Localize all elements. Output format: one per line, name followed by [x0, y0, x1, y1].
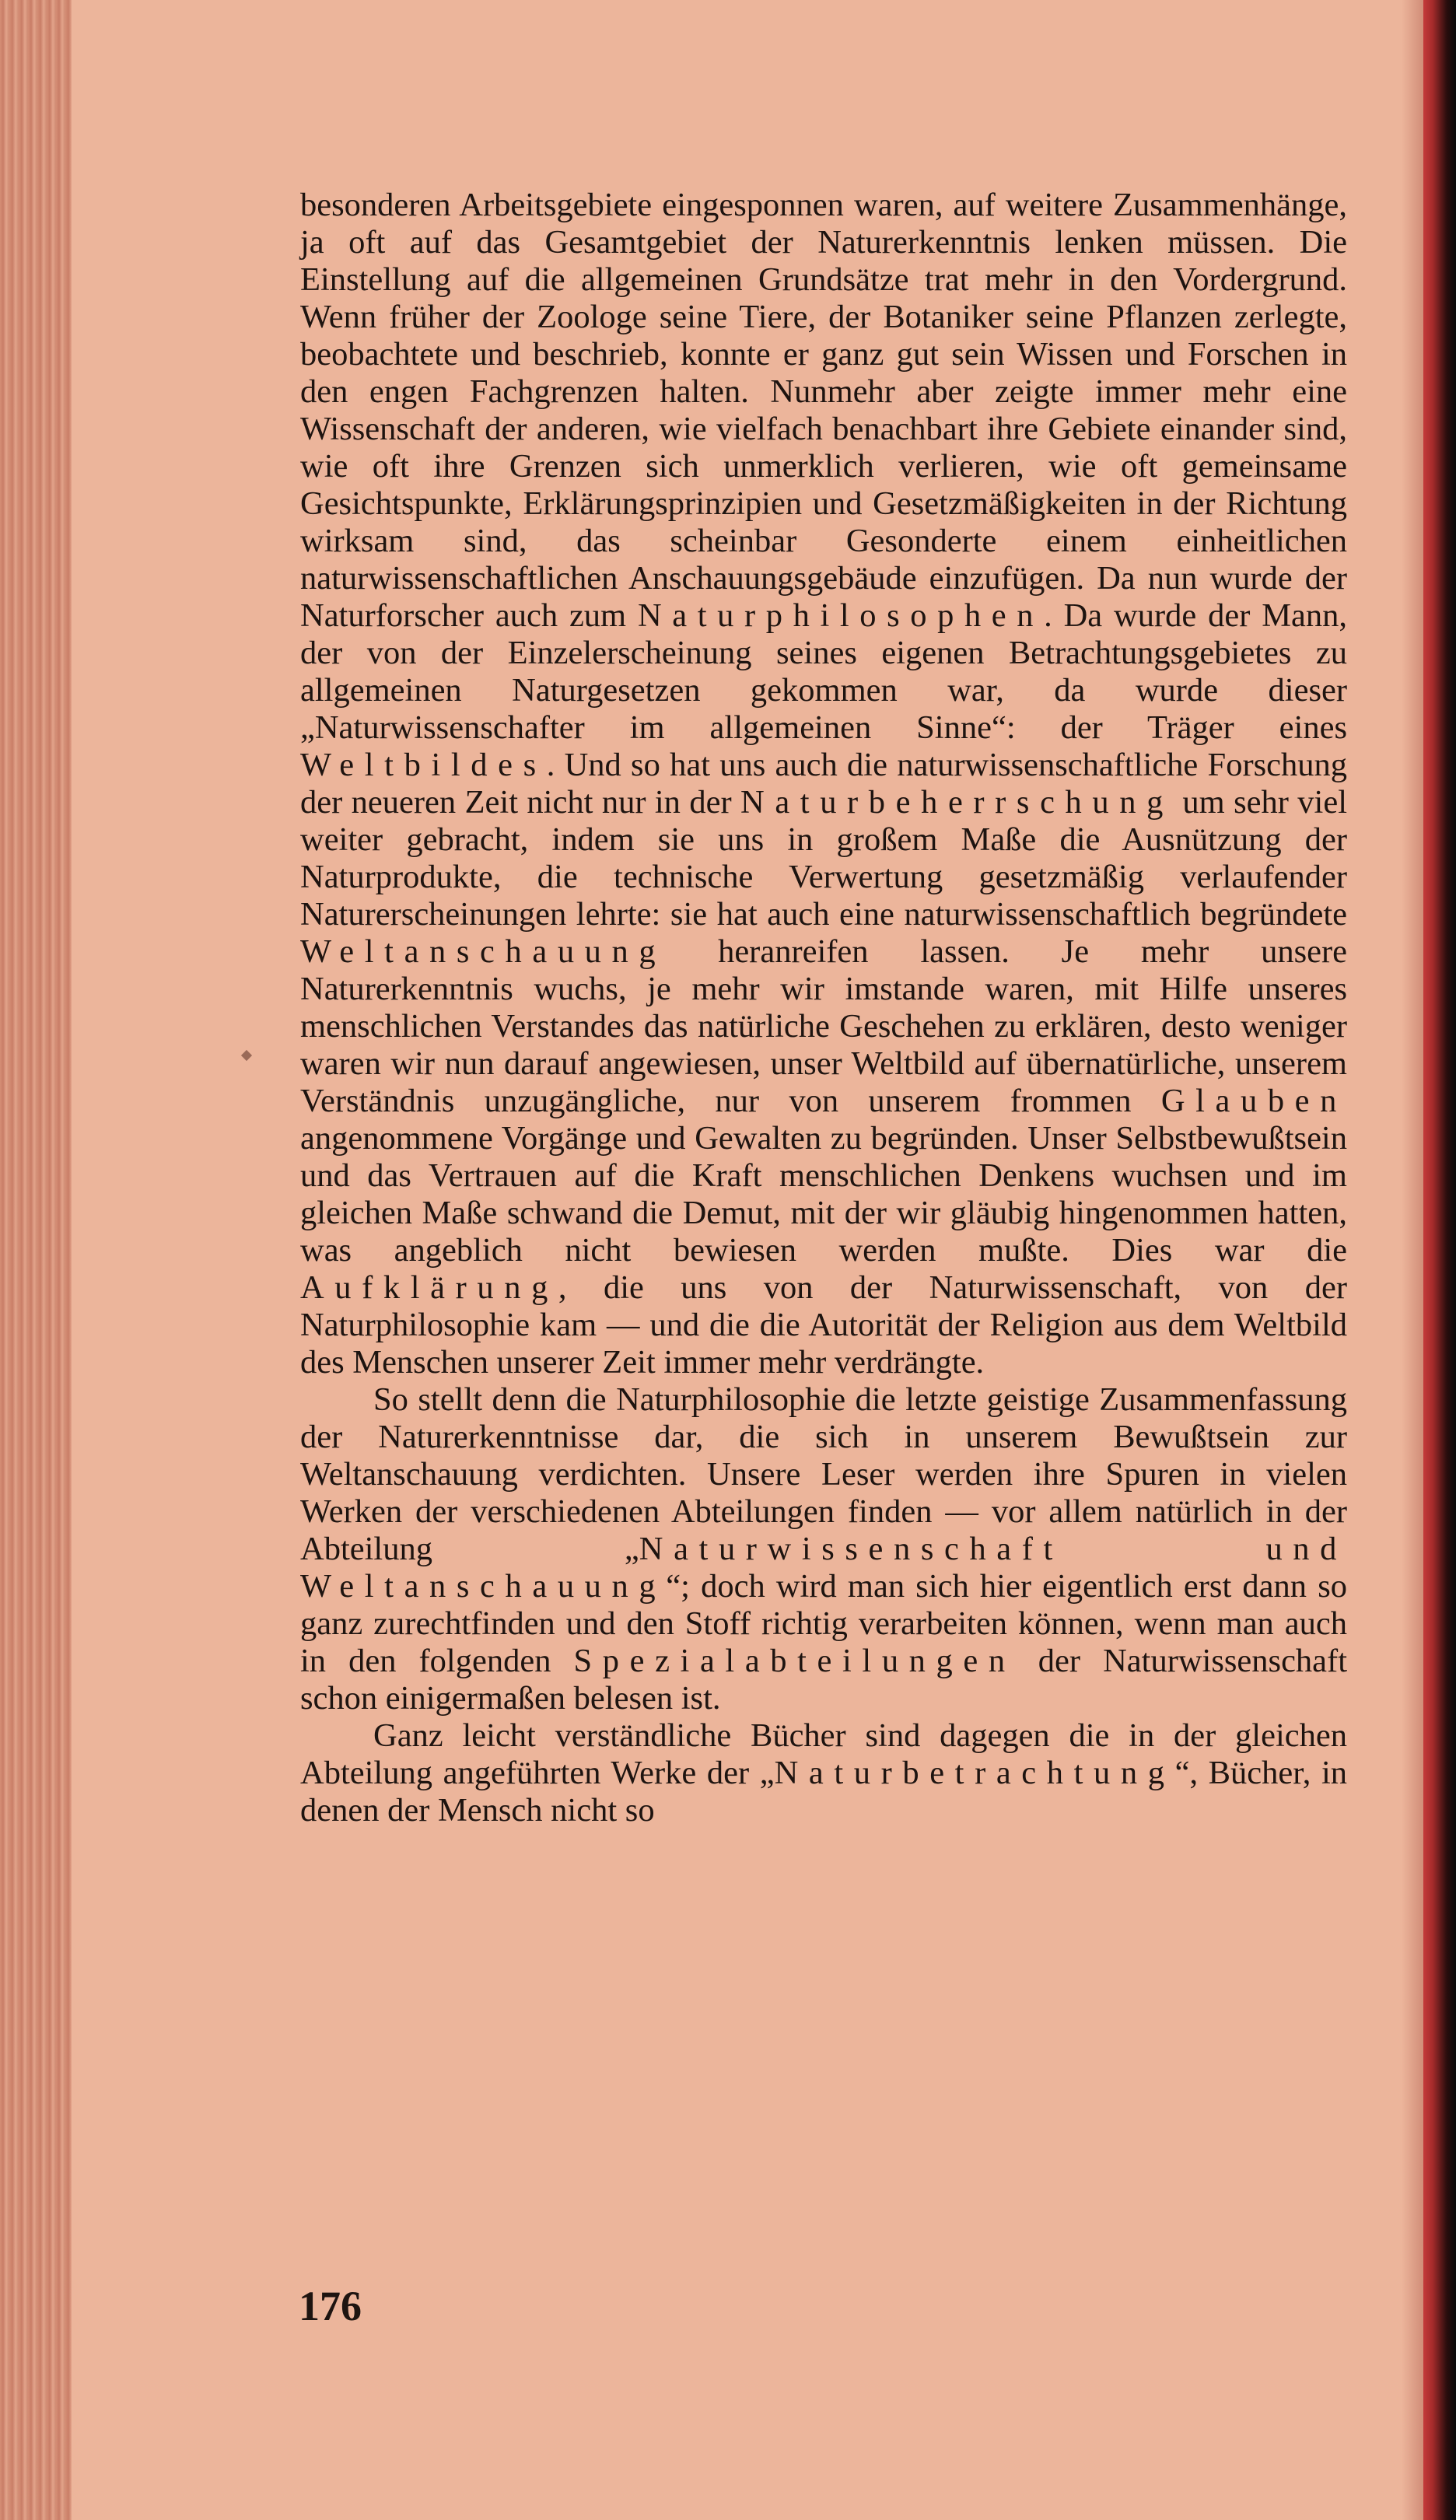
- page-gutter-shadow: [1402, 0, 1423, 2520]
- emphasized-term: Naturwissenschaft und Weltanschauung: [300, 1531, 1347, 1605]
- text-run: So stellt denn die Naturphilosophie die letzte geistige Zusammenfassung der Naturerkenntnisse dar, die sich in unserem Bewußtsein zur Weltanschauung verdichten. Unsere Leser werden ihre Spuren in vielen Werken der verschiedenen Abteilungen finden — vor allem natürlich in der Abteilung „: [300, 1381, 1347, 1567]
- emphasized-term: Spezialabteilungen: [573, 1643, 1016, 1679]
- margin-mark: [241, 1050, 252, 1061]
- emphasized-term: Glauben: [1160, 1083, 1347, 1119]
- emphasized-term: Weltbildes: [300, 747, 547, 783]
- text-run: , die uns von der Naturwissenschaft, von der Naturphilosophie kam — und die die Autorität der Religion aus dem Weltbild des Menschen unserer Zeit immer mehr verdrängte.: [300, 1269, 1347, 1381]
- text-run: heranreifen lassen. Je mehr unsere Naturerkenntnis wuchs, je mehr wir imstande waren, mit Hilfe unseres menschlichen Verstandes das natürliche Geschehen zu erklären, desto weniger waren wir nun darauf angewiesen, unser Weltbild auf übernatürliche, unserem Verständnis unzugängliche, nur von unserem frommen: [300, 933, 1347, 1119]
- text-run: “; doch wird man sich hier eigentlich erst dann so ganz zurechtfinden und den Stoff richtig verarbeiten können, wenn man auch in den folgenden: [300, 1568, 1347, 1679]
- book-spine: [1423, 0, 1456, 2520]
- text-run: um sehr viel weiter gebracht, indem sie uns in großem Maße die Ausnützung der Naturprodukte, die technische Verwertung gesetzmäßig verlaufender Naturerscheinungen lehrte: sie hat auch eine naturwissenschaftlich begründete: [300, 784, 1348, 933]
- emphasized-term: Naturphilosophen: [637, 597, 1045, 634]
- body-text: [300, 187, 1347, 1829]
- text-run: “, Bücher, in denen der Mensch nicht so: [300, 1755, 1347, 1829]
- text-run: besonderen Arbeitsgebiete eingesponnen waren, auf weitere Zusammenhänge, ja oft auf das Gesamtgebiet der Naturerkenntnis lenken müssen. Die Einstellung auf die allgemeinen Grundsätze trat mehr in den Vordergrund. Wenn früher der Zoologe seine Tiere, der Botaniker seine Pflanzen zerlegte, beobachtete und beschrieb, konnte er ganz gut sein Wissen und Forschen in den engen Fachgrenzen halten. Nunmehr aber zeigte immer mehr eine Wissenschaft der anderen, wie vielfach benachbart ihre Gebiete einander sind, wie oft ihre Grenzen sich unmerklich verlieren, wie oft gemeinsame Gesichtspunkte, Erklärungsprinzipien und Gesetzmäßigkeiten in der Richtung wirksam sind, das scheinbar Gesonderte einem einheitlichen naturwissenschaftlichen Anschauungsgebäude einzufügen. Da nun wurde der Naturforscher auch zum: [300, 187, 1347, 634]
- page-number: 176: [299, 2283, 362, 2329]
- text-run: angenommene Vorgänge und Gewalten zu begründen. Unser Selbstbewußtsein und das Vertrauen auf die Kraft menschlichen Denkens wuchsen und im gleichen Maße schwand die Demut, mit der wir gläubig hingenommen hatten, was angeblich nicht bewiesen werden mußte. Dies war die: [300, 1120, 1347, 1269]
- text-run: . Da wurde der Mann, der von der Einzelerscheinung seines eigenen Betrachtungsgebietes zu allgemeinen Naturgesetzen gekommen war, da wurde dieser „Naturwissenschafter im allgemeinen Sinne“: der Träger eines: [300, 597, 1348, 746]
- emphasized-term: Weltanschauung: [300, 933, 667, 970]
- paragraph: [300, 1717, 1347, 1829]
- paragraph: [300, 1381, 1347, 1717]
- page-edges: [0, 0, 72, 2520]
- emphasized-term: Aufklärung: [300, 1269, 558, 1306]
- paragraph: [300, 187, 1347, 1381]
- emphasized-term: Naturbetrachtung: [774, 1755, 1175, 1791]
- text-run: . Und so hat uns auch die naturwissenschaftliche Forschung der neueren Zeit nicht nur in der: [300, 747, 1347, 821]
- emphasized-term: Naturbeherrschung: [740, 784, 1174, 821]
- text-run: Ganz leicht verständliche Bücher sind dagegen die in der gleichen Abteilung angeführten Werke der „: [300, 1717, 1347, 1791]
- text-run: der Naturwissenschaft schon einigermaßen belesen ist.: [300, 1643, 1348, 1717]
